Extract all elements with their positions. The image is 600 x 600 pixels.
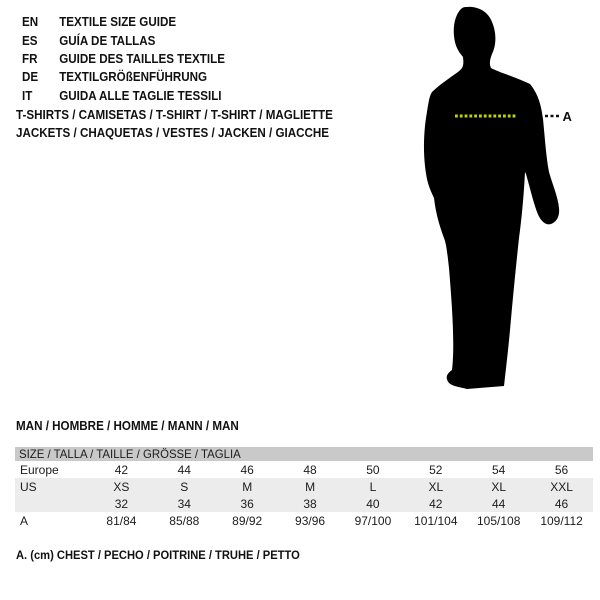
size-cell: 81/84 [106,513,137,528]
size-cell: 40 [366,496,380,511]
language-label: GUIDA ALLE TAGLIE TESSILI [59,88,222,103]
size-cell: 54 [492,462,506,477]
size-table-header [15,447,593,461]
language-row-fr [22,50,225,68]
size-cell: 101/104 [414,513,458,528]
table-row-chest-a [15,512,593,529]
size-cell: XL [491,479,507,494]
size-cell: 42 [429,496,443,511]
size-cell: XL [428,479,444,494]
table-row-us-numeric [15,495,593,512]
size-cell: 42 [114,462,129,477]
size-table [15,447,593,529]
size-cell: 32 [114,496,129,511]
language-code: FR [22,51,38,66]
table-row-europe [15,461,593,478]
language-code: EN [22,15,39,30]
language-code: IT [22,88,33,103]
row-label: Europe [20,462,59,477]
size-cell: 52 [429,462,443,477]
language-label: GUÍA DE TALLAS [59,33,156,48]
garment-types [16,106,333,142]
size-cell: 50 [366,462,380,477]
size-cell: 46 [554,496,569,511]
size-cell: XS [113,479,130,494]
language-row-de [22,68,225,86]
language-label: TEXTILGRÖßENFÜHRUNG [59,70,208,85]
size-cell: 44 [177,462,191,477]
table-row-us [15,478,593,495]
size-cell: 34 [177,496,191,511]
language-list [22,13,225,105]
man-silhouette-figure [400,0,600,400]
language-label: TEXTILE SIZE GUIDE [59,15,177,30]
size-cell: 105/108 [476,513,521,528]
size-cell: 97/100 [354,513,392,528]
measurement-footnote: A. (cm) CHEST / PECHO / POITRINE / TRUHE / PETTO [16,548,300,562]
size-cell: M [305,479,316,494]
language-code: ES [22,33,38,48]
size-cell: S [180,479,189,494]
man-silhouette [424,7,559,389]
language-row-it [22,87,225,105]
size-table-header-label: SIZE / TALLA / TAILLE / GRÖSSE / TAGLIA [19,447,241,461]
size-cell: 93/96 [295,513,326,528]
garment-line-tshirts: T-SHIRTS / CAMISETAS / T-SHIRT / T-SHIRT / MAGLIETTE [16,108,333,122]
size-cell: 38 [303,496,317,511]
size-cell: 56 [554,462,569,477]
measure-label-a: A [562,109,572,124]
row-label: A [20,513,29,528]
size-cell: XXL [550,479,573,494]
size-cell: L [369,479,377,494]
size-cell: 46 [240,462,254,477]
size-cell: 48 [303,462,317,477]
size-cell: 36 [240,496,254,511]
language-label: GUIDE DES TAILLES TEXTILE [59,51,225,66]
size-cell: M [242,479,253,494]
row-label: US [20,479,37,494]
garment-line-jackets: JACKETS / CHAQUETAS / VESTES / JACKEN / GIACCHE [16,126,330,140]
language-code: DE [22,70,39,85]
size-cell: 109/112 [540,513,583,528]
size-cell: 44 [492,496,506,511]
language-row-es [22,31,225,49]
size-cell: 89/92 [232,513,263,528]
size-cell: 85/88 [169,513,200,528]
language-row-en [22,13,225,31]
section-title: MAN / HOMBRE / HOMME / MANN / MAN [16,419,239,433]
